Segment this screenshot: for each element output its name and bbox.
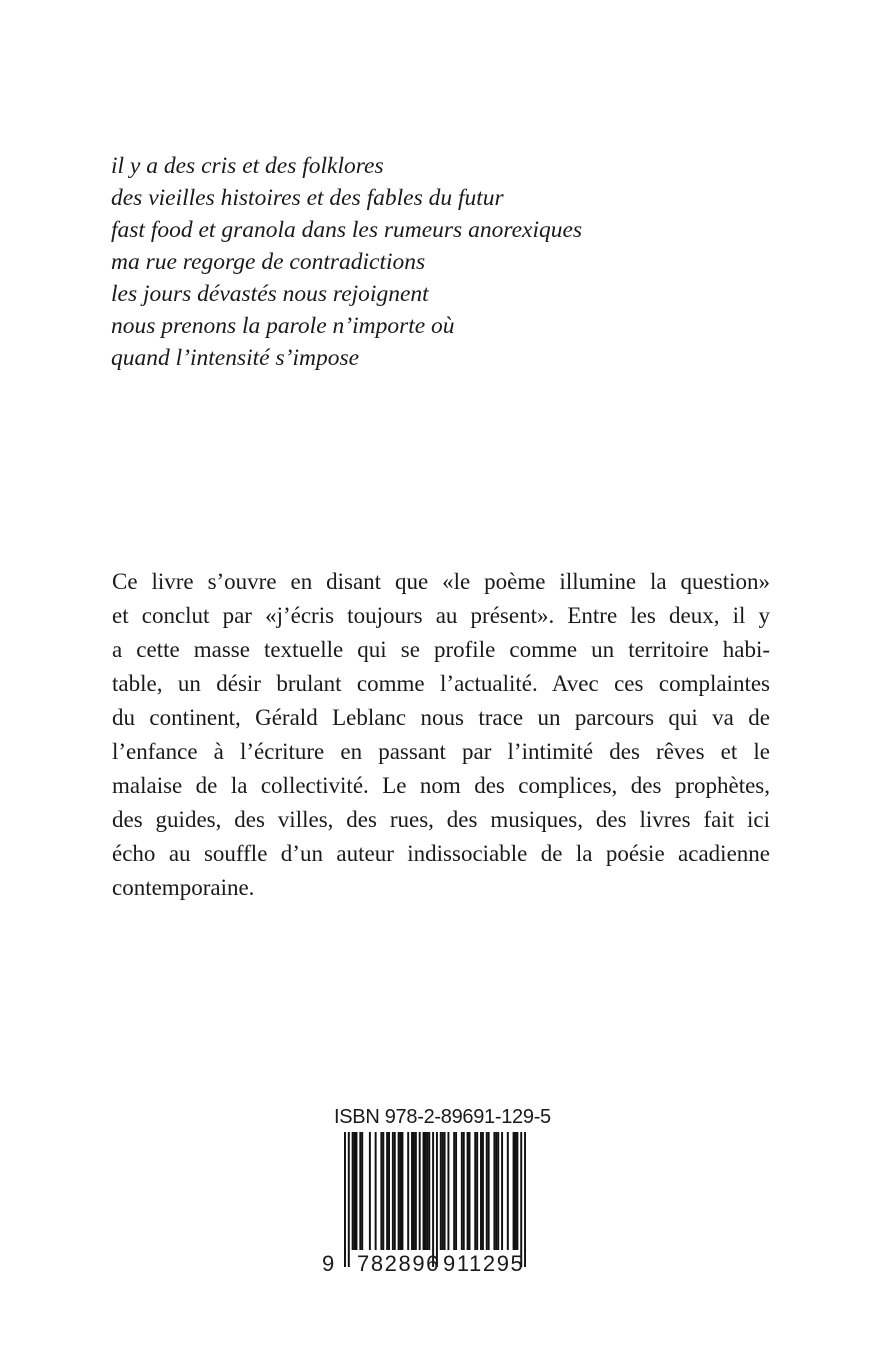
barcode-bar xyxy=(469,1132,471,1250)
barcode-bar xyxy=(480,1132,482,1250)
barcode-bar xyxy=(354,1132,356,1250)
barcode-bar xyxy=(386,1132,388,1250)
poem-line: ma rue regorge de contradictions xyxy=(111,249,426,275)
barcode-bar xyxy=(375,1132,377,1250)
barcode-bar xyxy=(447,1132,449,1250)
barcode xyxy=(344,1132,526,1267)
barcode-bar xyxy=(419,1132,421,1250)
barcode-bar xyxy=(436,1132,438,1267)
barcode-bar xyxy=(432,1132,434,1267)
barcode-bar xyxy=(482,1132,484,1250)
poem-line: fast food et granola dans les rumeurs anorexiques xyxy=(111,217,583,243)
barcode-bar xyxy=(355,1132,357,1250)
poem-line: il y a des cris et des folklores xyxy=(111,153,384,179)
description-line: a cette masse textuelle qui se profile comme un territoire habi- xyxy=(112,637,770,662)
book-description xyxy=(112,565,770,905)
description-line: contemporaine. xyxy=(112,875,255,900)
barcode-bar xyxy=(426,1132,428,1250)
barcode-bar xyxy=(476,1132,478,1250)
barcode-right-digits: 911295 xyxy=(443,1251,525,1276)
barcode-bar xyxy=(515,1132,517,1250)
barcode-bar xyxy=(493,1132,495,1250)
barcode-bar xyxy=(413,1132,415,1250)
barcode-bar xyxy=(488,1132,490,1250)
description-line: l’enfance à l’écriture en passant par l’intimité des rêves et le xyxy=(112,739,770,764)
barcode-bar xyxy=(423,1132,425,1250)
description-line: écho au souffle d’un auteur indissociable de la poésie acadienne xyxy=(112,841,770,866)
barcode-bar xyxy=(520,1132,522,1267)
barcode-bar xyxy=(424,1132,426,1250)
poem-excerpt xyxy=(111,150,582,374)
description-line: et conclut par «j’écris toujours au présent». Entre les deux, il y xyxy=(112,603,770,628)
barcode-bar xyxy=(348,1132,350,1267)
poem-line: des vieilles histoires et des fables du futur xyxy=(111,185,504,211)
barcode-bar xyxy=(428,1132,430,1250)
barcode-bar xyxy=(394,1132,396,1250)
description-line: du continent, Gérald Leblanc nous trace un parcours qui va de xyxy=(112,705,770,730)
poem-line: nous prenons la parole n’importe où xyxy=(111,313,455,339)
barcode-bar xyxy=(463,1132,465,1250)
barcode-bar xyxy=(400,1132,402,1250)
barcode-bar xyxy=(453,1132,455,1250)
description-line: malaise de la collectivité. Le nom des complices, des prophètes, xyxy=(112,773,770,798)
barcode-bar xyxy=(401,1132,403,1250)
barcode-bar xyxy=(507,1132,509,1250)
barcode-bar xyxy=(359,1132,361,1250)
barcode-bar xyxy=(411,1132,413,1250)
isbn-label: ISBN 978-2-89691-129-5 xyxy=(334,1106,551,1128)
description-line: Ce livre s’ouvre en disant que «le poème illumine la question» xyxy=(112,569,770,594)
barcode-first-digit: 9 xyxy=(322,1251,335,1276)
barcode-bar xyxy=(513,1132,515,1250)
barcode-bar xyxy=(382,1132,384,1250)
barcode-bar xyxy=(501,1132,503,1250)
barcode-bar xyxy=(415,1132,417,1250)
barcode-bar xyxy=(361,1132,363,1250)
barcode-bar xyxy=(516,1132,518,1250)
barcode-bar xyxy=(392,1132,394,1250)
barcode-bar xyxy=(344,1132,346,1267)
barcode-bar xyxy=(369,1132,371,1250)
barcode-bar xyxy=(407,1132,409,1250)
barcode-bar xyxy=(380,1132,382,1250)
poem-line: les jours dévastés nous rejoignent xyxy=(111,281,429,307)
poem-line: quand l’intensité s’impose xyxy=(111,345,360,371)
barcode-bar xyxy=(474,1132,476,1250)
description-line: des guides, des villes, des rues, des musiques, des livres fait ici xyxy=(112,807,770,832)
barcode-bar xyxy=(388,1132,390,1250)
description-line: table, un désir brulant comme l’actualité. Avec ces complaintes xyxy=(112,671,770,696)
barcode-left-digits: 782896 xyxy=(357,1251,441,1276)
barcode-bar xyxy=(442,1132,444,1250)
barcode-bar xyxy=(440,1132,442,1250)
barcode-bar xyxy=(495,1132,497,1250)
barcode-bar xyxy=(467,1132,469,1250)
barcode-bar xyxy=(524,1132,526,1267)
barcode-bar xyxy=(486,1132,488,1250)
barcode-bar xyxy=(497,1132,499,1250)
barcode-bar xyxy=(455,1132,457,1250)
barcode-bar xyxy=(352,1132,354,1250)
barcode-bar xyxy=(461,1132,463,1250)
barcode-bar xyxy=(398,1132,400,1250)
barcode-bar xyxy=(444,1132,446,1250)
